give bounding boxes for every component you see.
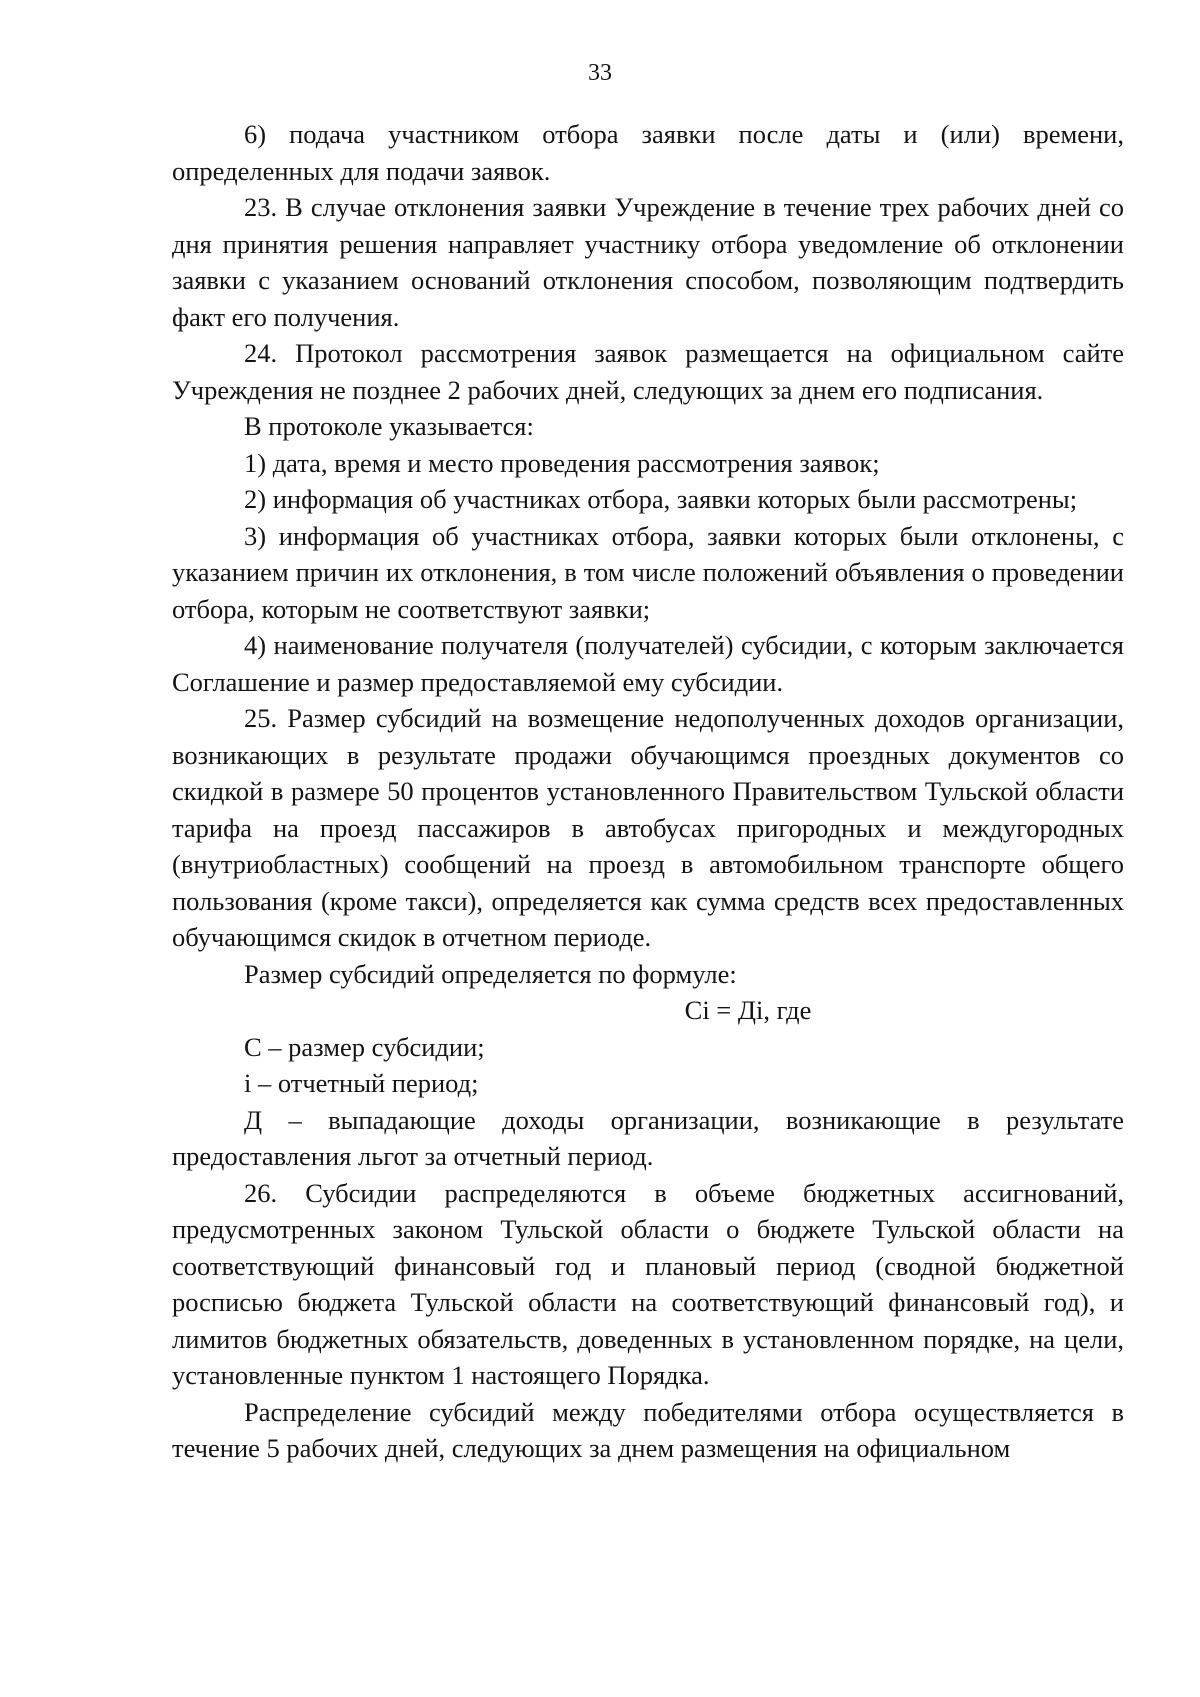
paragraph-26: 26. Субсидии распределяются в объеме бюджетных ассигнований, предусмотренных законом Тульской области о бюджете Тульской области на соответствующий финансовый год и плановый период (сводной бюджетной росписью бюджета Тульской области на соответствующий финансовый год), и лимитов бюджетных обязательств, доведенных в установленном порядке, на цели, установленные пунктом 1 настоящего Порядка.: [172, 1177, 1124, 1390]
protocol-intro: В протоколе указывается:: [244, 411, 534, 441]
paragraph-item-6: 6) подача участником отбора заявки после даты и (или) времени, определенных для подачи заявок.: [172, 119, 1124, 186]
document-body: [172, 116, 1124, 1467]
protocol-item-4: 4) наименование получателя (получателей) субсидии, с которым заключается Соглашение и размер предоставляемой ему субсидии.: [172, 630, 1124, 697]
paragraph-25: 25. Размер субсидий на возмещение недополученных доходов организации, возникающих в результате продажи обучающимся проездных документов со скидкой в размере 50 процентов установленного Правительством Тульской области тарифа на проезд пассажиров в автобусах пригородных и междугородных (внутриобластных) сообщений на проезд в автомобильном транспорте общего пользования (кроме такси), определяется как сумма средств всех предоставленных обучающимся скидок в отчетном периоде.: [172, 703, 1124, 952]
distribution-paragraph: Распределение субсидий между победителями отбора осуществляется в течение 5 рабочих дней, следующих за днем размещения на официальном: [172, 1396, 1124, 1463]
page-number: 33: [588, 60, 612, 86]
protocol-item-3: 3) информация об участниках отбора, заявки которых были отклонены, с указанием причин их отклонения, в том числе положений объявления о проведении отбора, которым не соответствуют заявки;: [172, 520, 1124, 624]
protocol-item-1: 1) дата, время и место проведения рассмотрения заявок;: [244, 447, 880, 478]
formula: Ci = Дi, где: [684, 995, 812, 1025]
paragraph-24: 24. Протокол рассмотрения заявок размещается на официальном сайте Учреждения не позднее 2 рабочих дней, следующих за днем его подписания.: [172, 338, 1124, 405]
paragraph-23: 23. В случае отклонения заявки Учреждение в течение трех рабочих дней со дня принятия решения направляет участнику отбора уведомление об отклонении заявки с указанием оснований отклонения способом, позволяющим подтвердить факт его получения.: [172, 192, 1124, 332]
protocol-item-2: 2) информация об участниках отбора, заявки которых были рассмотрены;: [244, 484, 1078, 514]
formula-definition-c: С – размер субсидии;: [244, 1031, 485, 1062]
formula-intro: Размер субсидий определяется по формуле:: [244, 958, 737, 989]
formula-definition-i: i – отчетный период;: [244, 1068, 479, 1098]
formula-definition-d: Д – выпадающие доходы организации, возникающие в результате предоставления льгот за отчетный период.: [172, 1104, 1124, 1171]
